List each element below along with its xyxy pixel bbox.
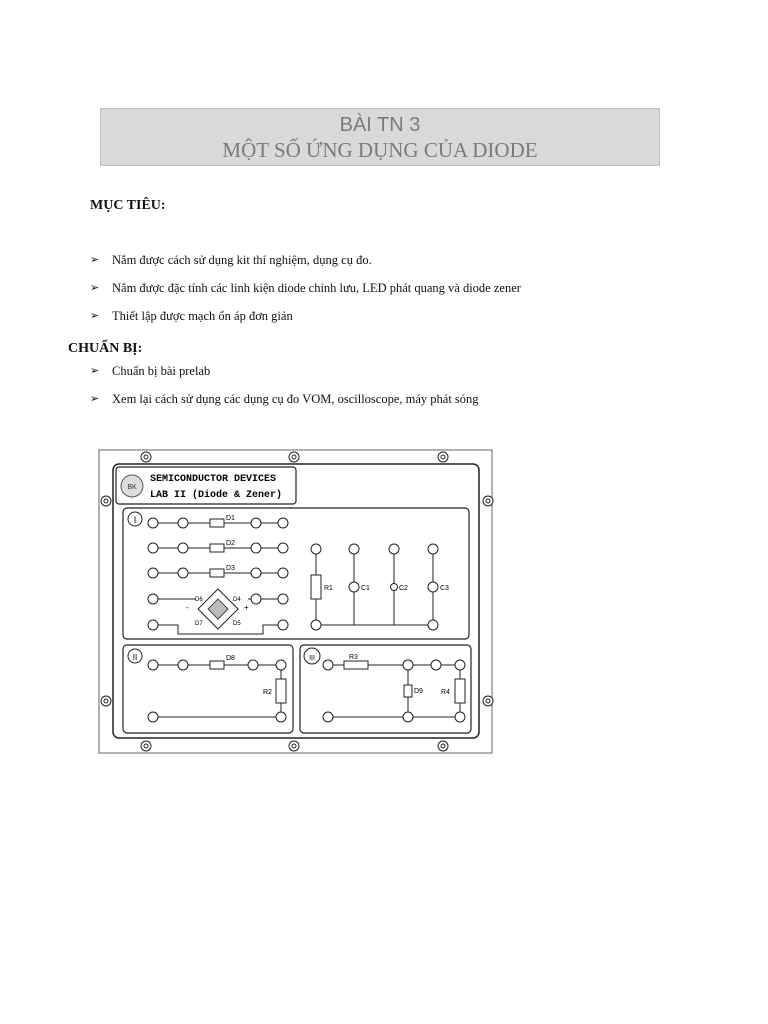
lab-topic-title: MỘT SỐ ỨNG DỤNG CỦA DIODE — [222, 138, 538, 162]
label-r4: R4 — [441, 689, 450, 696]
label-d9: D9 — [414, 688, 423, 695]
label-d4: D4 — [233, 597, 241, 603]
capacitor-c1 — [349, 582, 359, 592]
objectives-list — [90, 252, 521, 336]
section-ii-label: II — [132, 653, 138, 662]
label-d5: D5 — [233, 621, 241, 627]
resistor-r4 — [455, 679, 465, 703]
objectives-heading: MỤC TIÊU: — [90, 198, 166, 213]
label-d8: D8 — [226, 655, 235, 662]
zener-d9 — [404, 685, 412, 697]
lab-number-title: BÀI TN 3 — [339, 114, 421, 136]
label-r3: R3 — [349, 654, 358, 661]
label-plus: + — [244, 603, 249, 612]
resistor-r3 — [344, 661, 368, 669]
section-iii-label: III — [309, 655, 315, 662]
label-c1: C1 — [361, 585, 370, 592]
preparation-heading: CHUẨN BỊ: — [68, 341, 143, 356]
label-r1: R1 — [324, 585, 333, 592]
preparation-list — [90, 363, 479, 419]
arrow-bullet-icon: ➢ — [90, 393, 100, 405]
capacitor-c3 — [428, 582, 438, 592]
lab-board-diagram — [98, 449, 498, 755]
resistor-r1 — [311, 575, 321, 599]
list-item: ➢ Xem lại cách sử dụng các dụng cụ đo VOM, oscilloscope, máy phát sóng — [90, 392, 479, 406]
label-c2: C2 — [399, 585, 408, 592]
lab-title-box — [100, 108, 660, 166]
logo-text: BK — [127, 484, 137, 491]
label-d2: D2 — [226, 540, 235, 547]
label-d7: D7 — [195, 621, 203, 627]
diode-d8 — [210, 661, 224, 669]
resistor-r2 — [276, 679, 286, 703]
label-minus: - — [186, 603, 189, 612]
list-item: ➢ Thiết lập được mạch ổn áp đơn giản — [90, 309, 293, 323]
board-title-line2: LAB II (Diode & Zener) — [150, 490, 283, 501]
label-c3: C3 — [440, 585, 449, 592]
list-item: ➢ Nắm được cách sử dụng kit thí nghiệm, dụng cụ đo. — [90, 253, 372, 267]
section-i-label: I — [133, 515, 137, 525]
arrow-bullet-icon: ➢ — [90, 365, 100, 377]
capacitor-c2 — [391, 584, 398, 591]
list-item: ➢ Chuẩn bị bài prelab — [90, 364, 211, 378]
label-r2: R2 — [263, 689, 272, 696]
arrow-bullet-icon: ➢ — [90, 310, 100, 322]
list-item: ➢ Nắm được đặc tính các linh kiện diode chỉnh lưu, LED phát quang và diode zener — [90, 281, 521, 295]
label-d1: D1 — [226, 515, 235, 522]
arrow-bullet-icon: ➢ — [90, 254, 100, 266]
label-d3: D3 — [226, 565, 235, 572]
board-title-line1: SEMICONDUCTOR DEVICES — [150, 474, 277, 485]
label-d6: D6 — [195, 597, 203, 603]
arrow-bullet-icon: ➢ — [90, 282, 100, 294]
